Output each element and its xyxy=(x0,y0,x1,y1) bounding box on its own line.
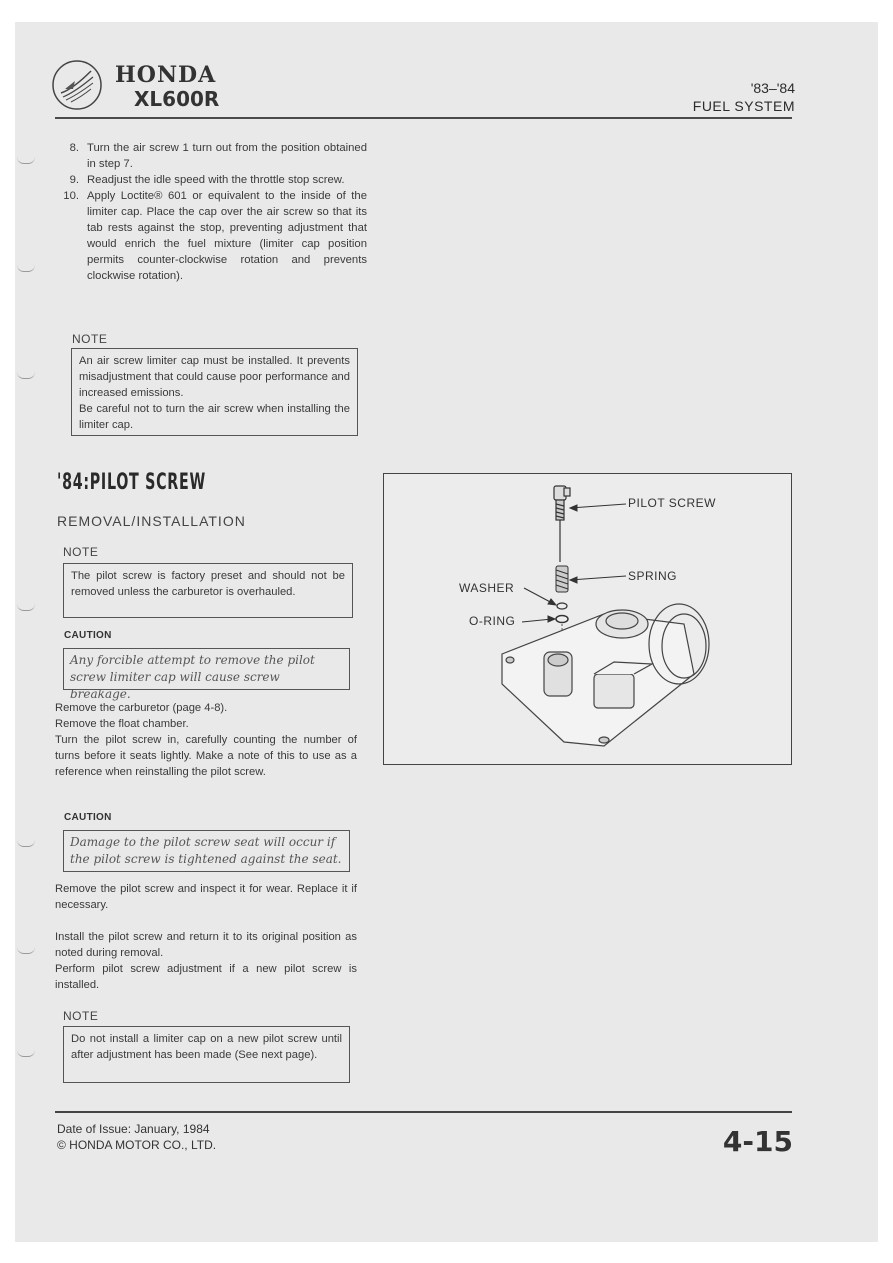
copyright: © HONDA MOTOR CO., LTD. xyxy=(57,1138,217,1152)
caution-label: CAUTION xyxy=(64,812,112,823)
caution-text: Damage to the pilot screw seat will occur if the pilot screw is tightened against the seat. xyxy=(70,835,342,866)
step-text: Apply Loctite® 601 or equivalent to the inside of the limiter cap. Place the cap over the air screw so that its tab rests against the stop, preventing adjustment that would enrich the fuel mixture (limiter cap position permits counter-clockwise rotation and prevents clockwise rotation). xyxy=(87,190,367,282)
step-item xyxy=(55,188,367,284)
instruction-text: Perform pilot screw adjustment if a new pilot screw is installed. xyxy=(55,963,357,991)
header-rule xyxy=(55,117,792,119)
note-label: NOTE xyxy=(72,332,108,346)
step-number: 8. xyxy=(69,142,79,154)
carburetor-illustration xyxy=(384,474,791,764)
instruction-text: Remove the carburetor (page 4-8). xyxy=(55,702,228,714)
caution-box xyxy=(63,830,350,872)
label-o-ring: O-RING xyxy=(469,614,516,628)
installation-instructions xyxy=(55,929,357,993)
step-number: 9. xyxy=(69,174,79,186)
instruction-text: Install the pilot screw and return it to its original position as noted during removal. xyxy=(55,931,357,959)
honda-wing-logo-icon xyxy=(51,59,103,111)
label-spring: SPRING xyxy=(628,569,678,583)
removal-instructions xyxy=(55,700,357,780)
section-heading: '84:PILOT SCREW xyxy=(57,470,206,495)
section-title: FUEL SYSTEM xyxy=(692,98,795,114)
instruction-text: Remove the float chamber. xyxy=(55,718,189,730)
note-text: The pilot screw is factory preset and should not be removed unless the carburetor is overhauled. xyxy=(71,570,345,598)
caution-label: CAUTION xyxy=(64,630,112,641)
brand-name: HONDA xyxy=(115,62,217,88)
model-years: '83–'84 xyxy=(750,80,795,96)
footer-rule xyxy=(55,1111,792,1113)
page-number: 4-15 xyxy=(722,1125,793,1158)
step-text: Readjust the idle speed with the throttle stop screw. xyxy=(87,174,345,186)
step-item xyxy=(55,140,367,172)
instruction-text: Turn the pilot screw in, carefully counting the number of turns before it seats lightly. Make a note of this to use as a reference when reinstalling the pilot screw. xyxy=(55,734,357,778)
note-label: NOTE xyxy=(63,545,99,559)
caution-box xyxy=(63,648,350,701)
note-text: An air screw limiter cap must be installed. It prevents misadjustment that could cause poor performance and increased emissions. xyxy=(79,355,350,399)
note-box xyxy=(63,563,353,618)
note-text: Be careful not to turn the air screw when installing the limiter cap. xyxy=(79,403,350,431)
note-text: Do not install a limiter cap on a new pilot screw until after adjustment has been made (See next page). xyxy=(71,1033,342,1061)
note-box xyxy=(71,348,358,436)
step-number: 10. xyxy=(63,190,79,202)
model-name: XL600R xyxy=(134,87,220,111)
subsection-heading: REMOVAL/INSTALLATION xyxy=(57,513,246,529)
instruction-text: Remove the pilot screw and inspect it for wear. Replace it if necessary. xyxy=(55,883,357,911)
label-washer: WASHER xyxy=(459,581,515,595)
pilot-screw-diagram xyxy=(383,473,792,765)
step-text: Turn the air screw 1 turn out from the position obtained in step 7. xyxy=(87,142,367,170)
note-box xyxy=(63,1026,350,1083)
procedure-steps xyxy=(55,140,367,284)
issue-info xyxy=(57,1121,216,1153)
inspection-instructions xyxy=(55,881,357,913)
caution-text: Any forcible attempt to remove the pilot screw limiter cap will cause screw breakage. xyxy=(70,653,315,701)
step-item xyxy=(55,172,367,188)
label-pilot-screw: PILOT SCREW xyxy=(628,496,716,510)
note-label: NOTE xyxy=(63,1009,99,1023)
issue-date: Date of Issue: January, 1984 xyxy=(57,1122,210,1136)
